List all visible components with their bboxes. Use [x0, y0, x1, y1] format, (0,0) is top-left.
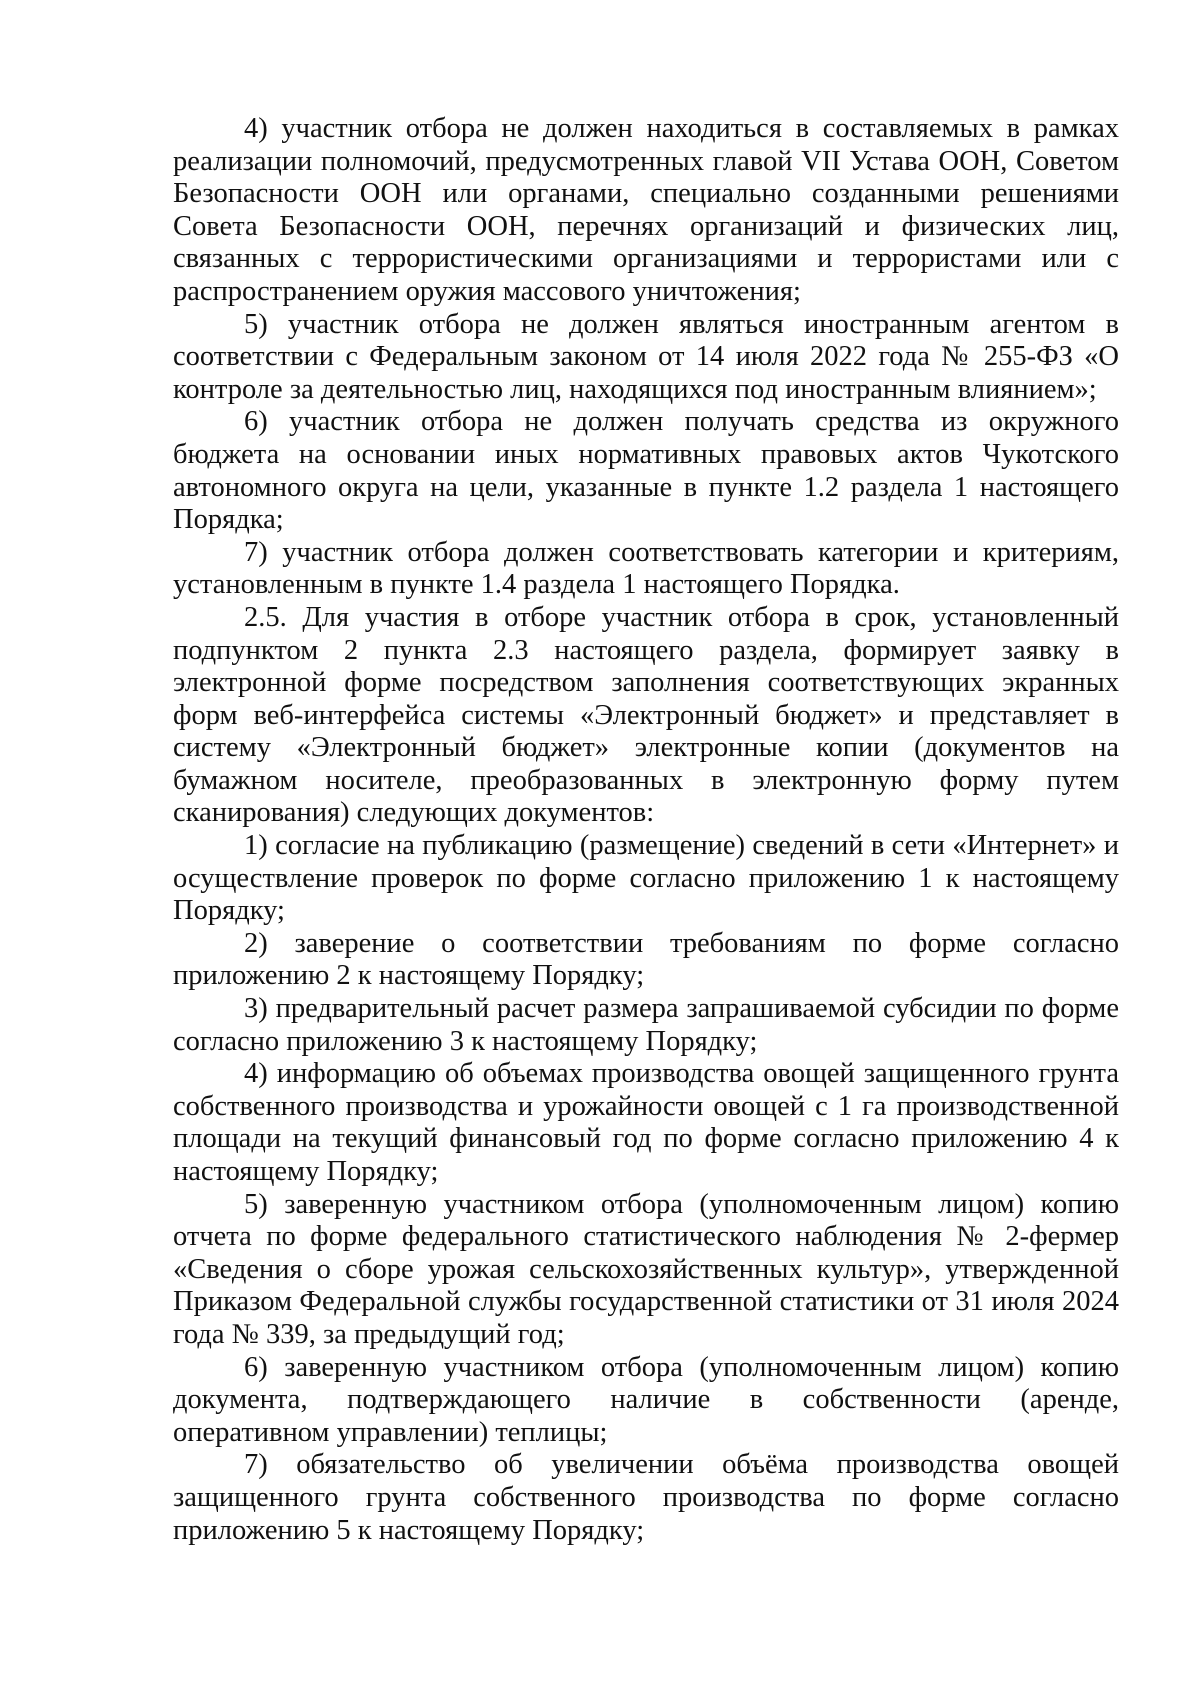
- paragraph-document-1: 1) согласие на публикацию (размещение) сведений в сети «Интернет» и осуществление проверок по форме согласно приложению 1 к настоящему Порядку;: [173, 830, 1119, 927]
- paragraph-document-4: 4) информацию об объемах производства овощей защищенного грунта собственного производства и урожайности овощей с 1 га производственной площади на текущий финансовый год по форме согласно приложению 4 к настоящему Порядку;: [173, 1058, 1119, 1187]
- paragraph-item-6-requirement: 6) участник отбора не должен получать средства из окружного бюджета на основании иных нормативных правовых актов Чукотского автономного округа на цели, указанные в пункте 1.2 раздела 1 настоящего Порядка;: [173, 406, 1119, 536]
- paragraph-section-2-5: 2.5. Для участия в отборе участник отбора в срок, установленный подпунктом 2 пункта 2.3 настоящего раздела, формирует заявку в электронной форме посредством заполнения соответствующих экранных форм веб-интерфейса системы «Электронный бюджет» и представляет в систему «Электронный бюджет» электронные копии (документов на бумажном носителе, преобразованных в электронную форму путем сканирования) следующих документов:: [173, 601, 1119, 829]
- paragraph-document-6: 6) заверенную участником отбора (уполномоченным лицом) копию документа, подтверждающего наличие в собственности (аренде, оперативном управлении) теплицы;: [173, 1351, 1119, 1448]
- paragraph-item-7-requirement: 7) участник отбора должен соответствовать категории и критериям, установленным в пункте 1.4 раздела 1 настоящего Порядка.: [173, 536, 1119, 601]
- document-body: [173, 113, 1119, 1547]
- paragraph-document-5: 5) заверенную участником отбора (уполномоченным лицом) копию отчета по форме федерального статистического наблюдения № 2-фермер «Сведения о сборе урожая сельскохозяйственных культур», утвержденной Приказом Федеральной службы государственной статистики от 31 июля 2024 года № 339, за предыдущий год;: [173, 1188, 1119, 1350]
- paragraph-document-2: 2) заверение о соответствии требованиям по форме согласно приложению 2 к настоящему Порядку;: [173, 927, 1119, 992]
- paragraph-item-4-requirement: 4) участник отбора не должен находиться в составляемых в рамках реализации полномочий, предусмотренных главой VII Устава ООН, Советом Безопасности ООН или органами, специально созданными решениями Совета Безопасности ООН, перечнях организаций и физических лиц, связанных с террористическими организациями и террористами или с распространением оружия массового уничтожения;: [173, 113, 1119, 307]
- paragraph-document-7: 7) обязательство об увеличении объёма производства овощей защищенного грунта собственного производства по форме согласно приложению 5 к настоящему Порядку;: [173, 1449, 1119, 1546]
- paragraph-item-5-requirement: 5) участник отбора не должен являться иностранным агентом в соответствии с Федеральным законом от 14 июля 2022 года № 255-ФЗ «О контроле за деятельностью лиц, находящихся под иностранным влиянием»;: [173, 308, 1119, 405]
- paragraph-document-3: 3) предварительный расчет размера запрашиваемой субсидии по форме согласно приложению 3 к настоящему Порядку;: [173, 993, 1119, 1057]
